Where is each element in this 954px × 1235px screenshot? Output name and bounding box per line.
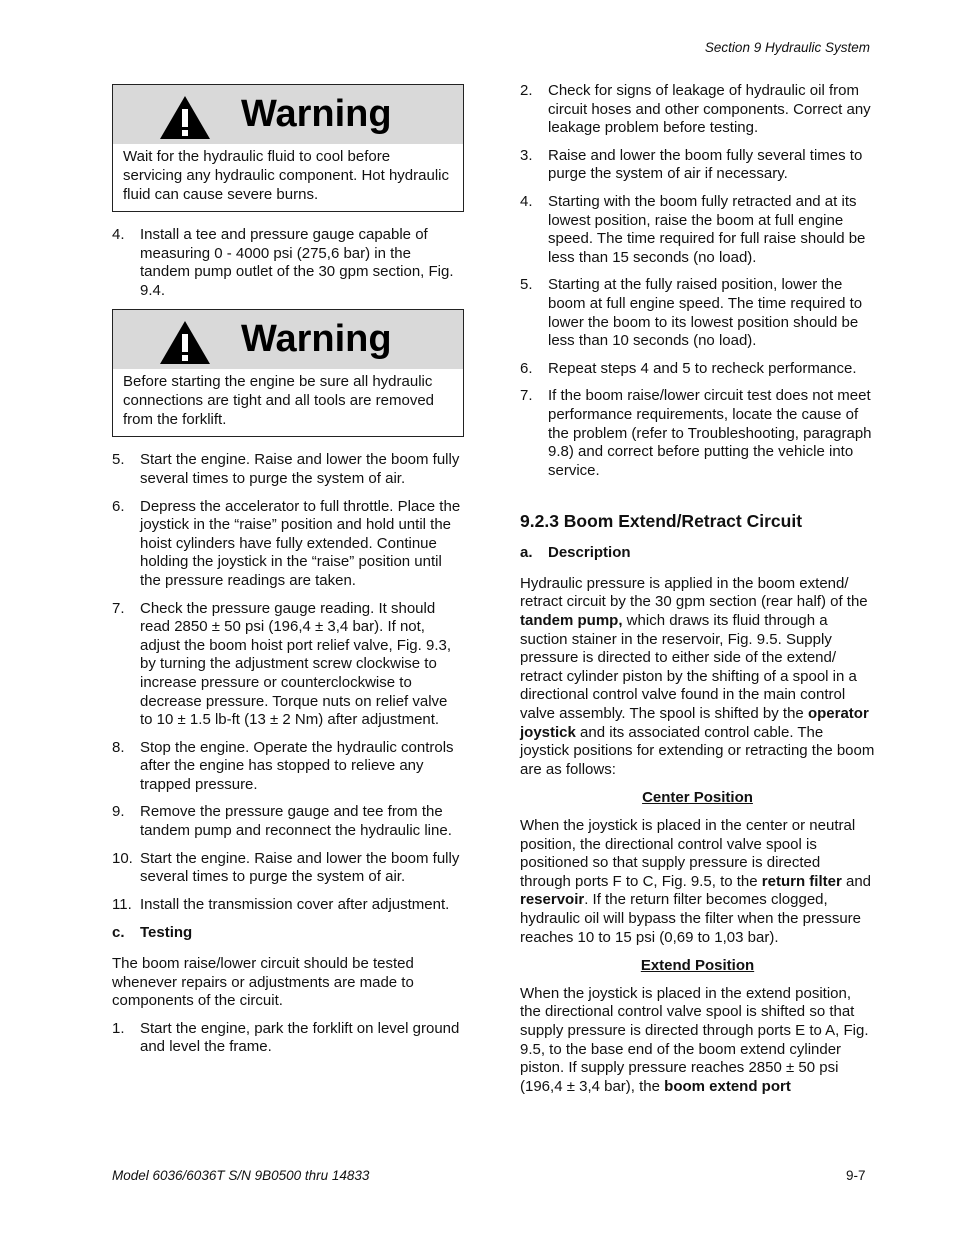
page-header: Section 9 Hydraulic System — [704, 40, 870, 55]
page-number: 9-7 — [846, 1168, 866, 1183]
step-text: Check the pressure gauge reading. It should read 2850 ± 50 psi (196,4 ± 3,4 bar). If not, adjust the boom hoist port relief valve, Fig. 9.3, by turning the adjustment screw clockwise to increase pressure or counterclockwise to decrease pressure. Torque nuts on relief valve to 10 ± 1.5 lb-ft (13 ± 2 Nm) after adjustment. — [140, 599, 451, 729]
step-text: Repeat steps 4 and 5 to recheck performance. — [548, 359, 857, 377]
step-text: Start the engine. Raise and lower the boom fully several times to purge the system of air. — [140, 451, 460, 487]
numbered-step — [112, 739, 464, 795]
step-number: 1. — [112, 1019, 125, 1037]
step-list — [520, 82, 875, 480]
step-number: 3. — [520, 146, 533, 164]
warning-title: Warning — [241, 93, 392, 135]
step-text: Install a tee and pressure gauge capable of measuring 0 - 4000 psi (275,6 bar) in the tandem pump outlet of the 30 gpm section, Fig. 9.4. — [140, 226, 454, 299]
footer-model: Model 6036/6036T S/N 9B0500 thru 14833 — [112, 1168, 370, 1183]
numbered-step — [112, 896, 464, 915]
center-position-heading: Center Position — [642, 789, 753, 807]
step-number: 5. — [112, 451, 125, 469]
subsection-title: Description — [548, 544, 631, 562]
numbered-step — [520, 276, 875, 350]
center-position-paragraph: When the joystick is placed in the center or neutral position, the directional control valve spool is positioned so that supply pressure is directed through ports F to C, Fig. 9.5, to the return filter and reservoir. If the return filter becomes clogged, hydraulic oil will bypass the filter when the pressure reaches 10 to 15 psi (0,69 to 1,03 bar). — [520, 817, 872, 946]
step-text: Starting with the boom fully retracted and at its lowest position, raise the boom at full engine speed. The time required for full raise should be less than 15 seconds (no load). — [548, 192, 866, 266]
section-title: 9.2.3 Boom Extend/Retract Circuit — [520, 511, 803, 532]
step-number: 4. — [520, 192, 533, 210]
step-number: 9. — [112, 803, 125, 821]
step-number: 2. — [520, 82, 533, 99]
numbered-step — [112, 498, 464, 591]
step-text: Install the transmission cover after adjustment. — [140, 895, 450, 913]
numbered-step — [112, 803, 464, 840]
step-number: 4. — [112, 226, 125, 243]
extend-position-heading: Extend Position — [640, 957, 755, 975]
numbered-step — [112, 850, 464, 887]
subsection-label-description — [520, 544, 875, 563]
step-text: Stop the engine. Operate the hydraulic controls after the engine has stopped to relieve any trapped pressure. — [140, 738, 454, 793]
step-text: Raise and lower the boom fully several times to purge the system of air if necessary. — [548, 146, 863, 183]
step-number: 7. — [520, 387, 533, 405]
numbered-step — [112, 226, 464, 300]
step-text: Start the engine. Raise and lower the boom fully several times to purge the system of air. — [140, 849, 460, 886]
description-paragraph: Hydraulic pressure is applied in the boom extend/ retract circuit by the 30 gpm section (rear half) of the tandem pump, which draws its fluid through a suction stainer in the reservoir, Fig. 9.5. Supply pressure is directed to either side of the extend/ retract cylinder piston by the shifting of a spool in a directional control valve found in the main control valve assembly. The spool is shifted by the operator joystick and its associated control cable. The joystick positions for extending or retracting the boom are as follows: — [520, 574, 875, 778]
warning-triangle-icon — [159, 95, 211, 140]
warning-header — [113, 310, 463, 369]
step-number: 10. — [112, 849, 133, 867]
step-number: 6. — [520, 359, 533, 377]
numbered-step — [520, 147, 875, 184]
numbered-step — [112, 1020, 464, 1057]
numbered-step — [112, 600, 464, 730]
warning-title: Warning — [241, 318, 392, 361]
warning-text: Wait for the hydraulic fluid to cool before servicing any hydraulic component. Hot hydraulic fluid can cause severe burns. — [123, 148, 449, 203]
extend-position-paragraph: When the joystick is placed in the extend position, the directional control valve spool is shifted so that supply pressure is directed through ports E to A, Fig. 9.5, to the base end of the boom extend cylinder piston. If supply pressure reaches 2850 ± 50 psi (196,4 ± 3,4 bar), the boom extend port — [520, 984, 869, 1095]
step-text: Check for signs of leakage of hydraulic oil from circuit hoses and other components. Correct any leakage problem before testing. — [548, 82, 871, 137]
numbered-step — [520, 360, 875, 379]
warning-header — [113, 85, 463, 144]
step-number: 6. — [112, 497, 125, 515]
step-number: 11. — [112, 895, 132, 913]
step-number: 8. — [112, 738, 125, 756]
numbered-step — [112, 451, 464, 488]
warning-box-hot-fluid — [112, 84, 464, 212]
right-column — [520, 82, 875, 1105]
step-number: 7. — [112, 599, 125, 617]
numbered-step — [520, 82, 875, 138]
left-column — [112, 84, 464, 1066]
numbered-step — [520, 193, 875, 267]
step-list — [112, 451, 464, 914]
subsection-letter: a. — [520, 544, 533, 562]
numbered-step — [520, 387, 875, 480]
subsection-letter: c. — [112, 924, 125, 942]
step-number: 5. — [520, 276, 533, 294]
testing-intro: The boom raise/lower circuit should be tested whenever repairs or adjustments are made to components of the circuit. — [112, 955, 414, 1010]
subsection-label-testing — [112, 924, 464, 943]
step-list — [112, 226, 464, 300]
step-text: Starting at the fully raised position, lower the boom at full engine speed. The time required to lower the boom to its lowest position should be less than 10 seconds (no load). — [548, 276, 863, 350]
step-text: Remove the pressure gauge and tee from the tandem pump and reconnect the hydraulic line. — [140, 803, 452, 840]
warning-triangle-icon — [159, 320, 211, 365]
step-list — [112, 1020, 464, 1057]
warning-text: Before starting the engine be sure all hydraulic connections are tight and all tools are removed from the forklift. — [123, 373, 435, 429]
step-text: If the boom raise/lower circuit test does not meet performance requirements, locate the cause of the problem (refer to Troubleshooting, paragraph 9.8) and correct before putting the vehicle into service. — [548, 387, 872, 479]
warning-box-engine-start — [112, 309, 464, 437]
step-text: Depress the accelerator to full throttle. Place the joystick in the “raise” position and hold until the hoist cylinders have fully extended. Continue holding the joystick in the “raise” position until the pressure readings are taken. — [140, 497, 461, 589]
subsection-title: Testing — [140, 924, 193, 942]
step-text: Start the engine, park the forklift on level ground and level the frame. — [140, 1019, 460, 1056]
